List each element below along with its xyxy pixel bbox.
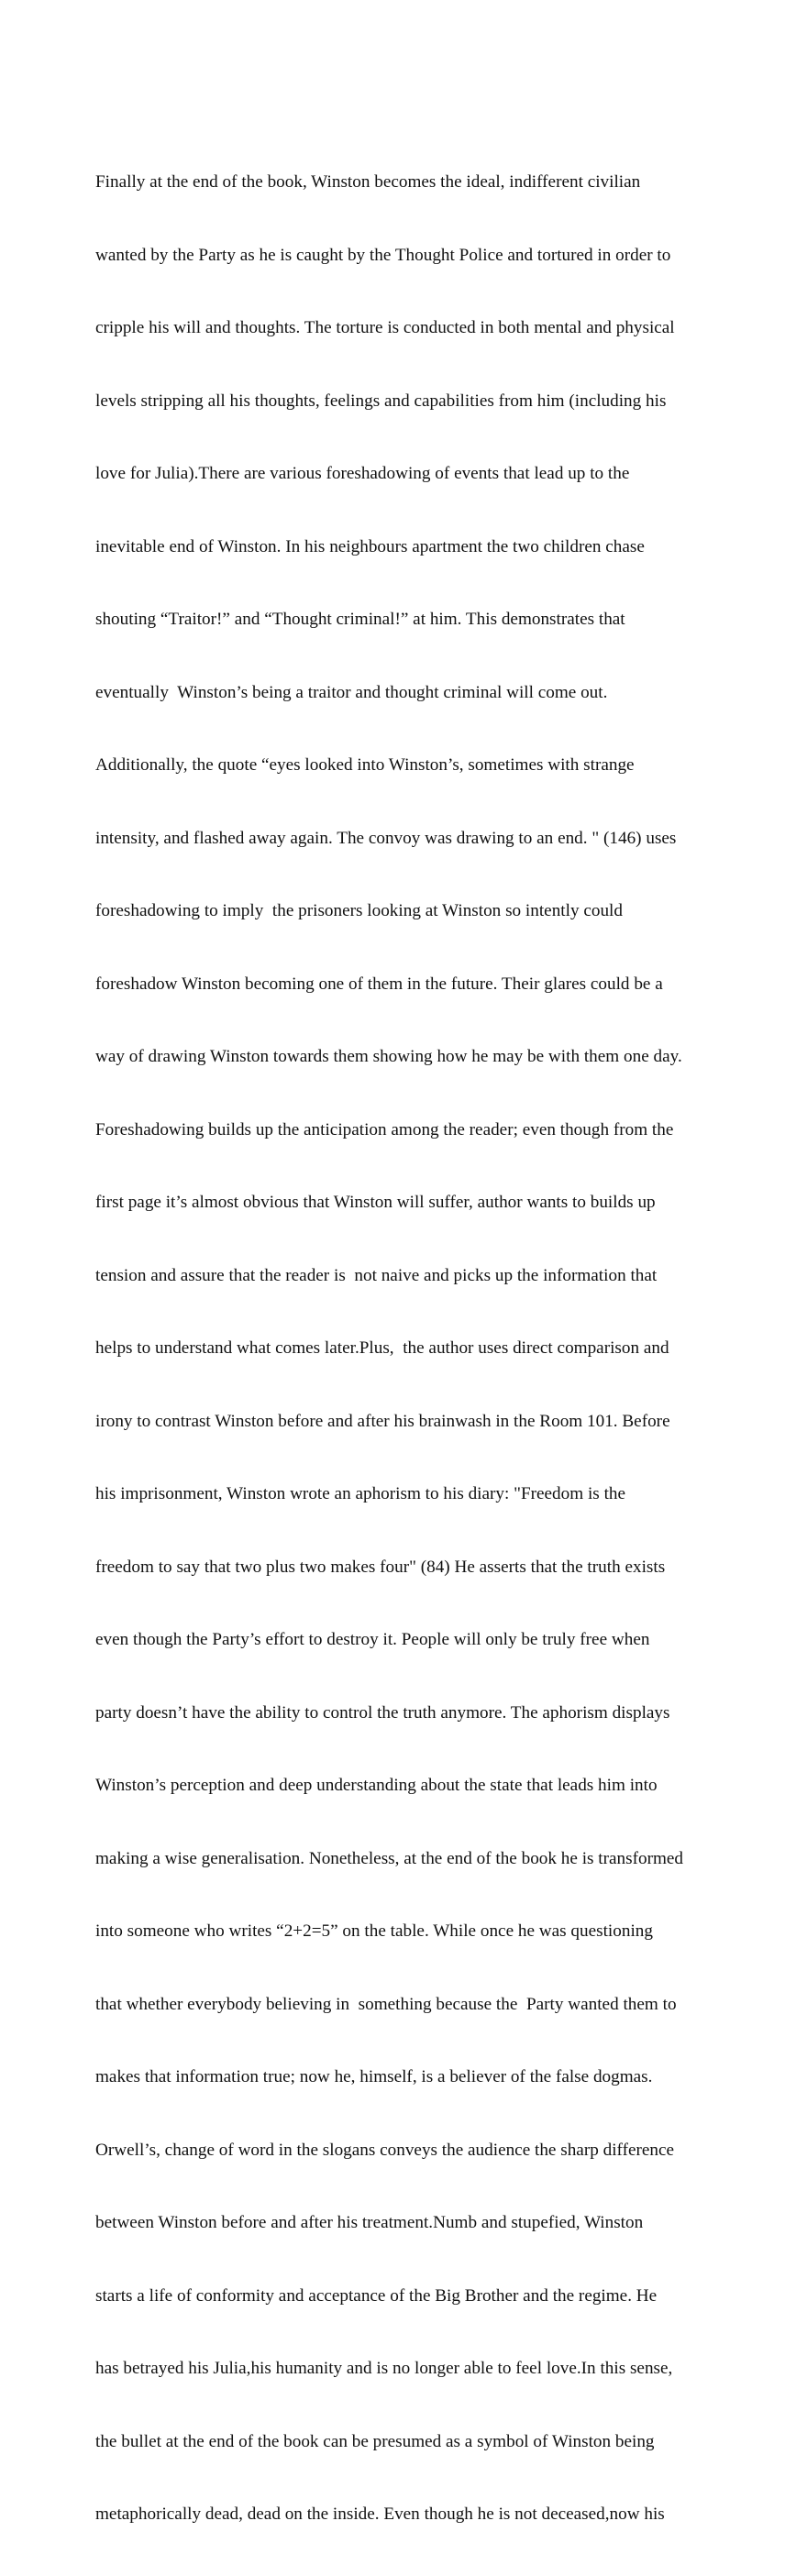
paragraph-line: first page it’s almost obvious that Winston will suffer, author wants to builds up	[95, 1193, 656, 1212]
paragraph-line: foreshadowing to imply the prisoners looking at Winston so intently could	[95, 901, 623, 920]
paragraph-line: love for Julia).There are various foreshadowing of events that lead up to the	[95, 464, 630, 483]
paragraph-line: way of drawing Winston towards them showing how he may be with them one day.	[95, 1047, 682, 1066]
paragraph-line: Winston’s perception and deep understanding about the state that leads him into	[95, 1776, 658, 1795]
paragraph-line: his imprisonment, Winston wrote an aphorism to his diary: "Freedom is the	[95, 1484, 626, 1503]
paragraph-line: inevitable end of Winston. In his neighbours apartment the two children chase	[95, 536, 645, 556]
paragraph-line: has betrayed his Julia,his humanity and is no longer able to feel love.In this sense,	[95, 2359, 673, 2378]
paragraph-line: starts a life of conformity and acceptance of the Big Brother and the regime. He	[95, 2285, 658, 2306]
paragraph-line: makes that information true; now he, himself, is a believer of the false dogmas.	[95, 2067, 653, 2086]
paragraph-line: eventually Winston’s being a traitor and thought criminal will come out.	[95, 682, 608, 702]
paragraph-line: helps to understand what comes later.Plus, the author uses direct comparison and	[95, 1338, 669, 1358]
paragraph-line: metaphorically dead, dead on the inside. Even though he is not deceased,now his	[95, 2504, 665, 2524]
paragraph-line: Foreshadowing builds up the anticipation among the reader; even though from the	[95, 1119, 674, 1139]
paragraph-line: levels stripping all his thoughts, feelings and capabilities from him (including his	[95, 391, 667, 411]
paragraph-line: tension and assure that the reader is not naive and picks up the information that	[95, 1265, 658, 1285]
paragraph-line: cripple his will and thoughts. The torture is conducted in both mental and physical	[95, 318, 675, 337]
paragraph-line: between Winston before and after his treatment.Numb and stupefied, Winston	[95, 2213, 644, 2232]
paragraph-line: wanted by the Party as he is caught by the Thought Police and tortured in order to	[95, 245, 671, 265]
paragraph-line: Additionally, the quote “eyes looked into Winston’s, sometimes with strange	[95, 755, 635, 775]
paragraph-line: Orwell’s, change of word in the slogans conveys the audience the sharp difference	[95, 2140, 675, 2160]
paragraph-line: that whether everybody believing in something because the Party wanted them to	[95, 1994, 677, 2014]
paragraph-line: Finally at the end of the book, Winston becomes the ideal, indifferent civilian	[95, 172, 641, 192]
paragraph-line: even though the Party’s effort to destroy it. People will only be truly free when	[95, 1630, 650, 1649]
paragraph-line: party doesn’t have the ability to control the truth anymore. The aphorism displays	[95, 1702, 670, 1723]
paragraph-line: into someone who writes “2+2=5” on the table. While once he was questioning	[95, 1921, 653, 1941]
paragraph-line: making a wise generalisation. Nonetheless, at the end of the book he is transformed	[95, 1848, 684, 1868]
paragraph-line: foreshadow Winston becoming one of them in the future. Their glares could be a	[95, 974, 663, 994]
essay-paragraph	[95, 122, 737, 2576]
paragraph-line: the bullet at the end of the book can be presumed as a symbol of Winston being	[95, 2431, 655, 2451]
paragraph-line: freedom to say that two plus two makes four" (84) He asserts that the truth exists	[95, 1557, 666, 1577]
paragraph-line: intensity, and flashed away again. The convoy was drawing to an end. " (146) uses	[95, 828, 677, 848]
paragraph-line: irony to contrast Winston before and after his brainwash in the Room 101. Before	[95, 1411, 670, 1431]
paragraph-line: shouting “Traitor!” and “Thought criminal!” at him. This demonstrates that	[95, 610, 625, 629]
